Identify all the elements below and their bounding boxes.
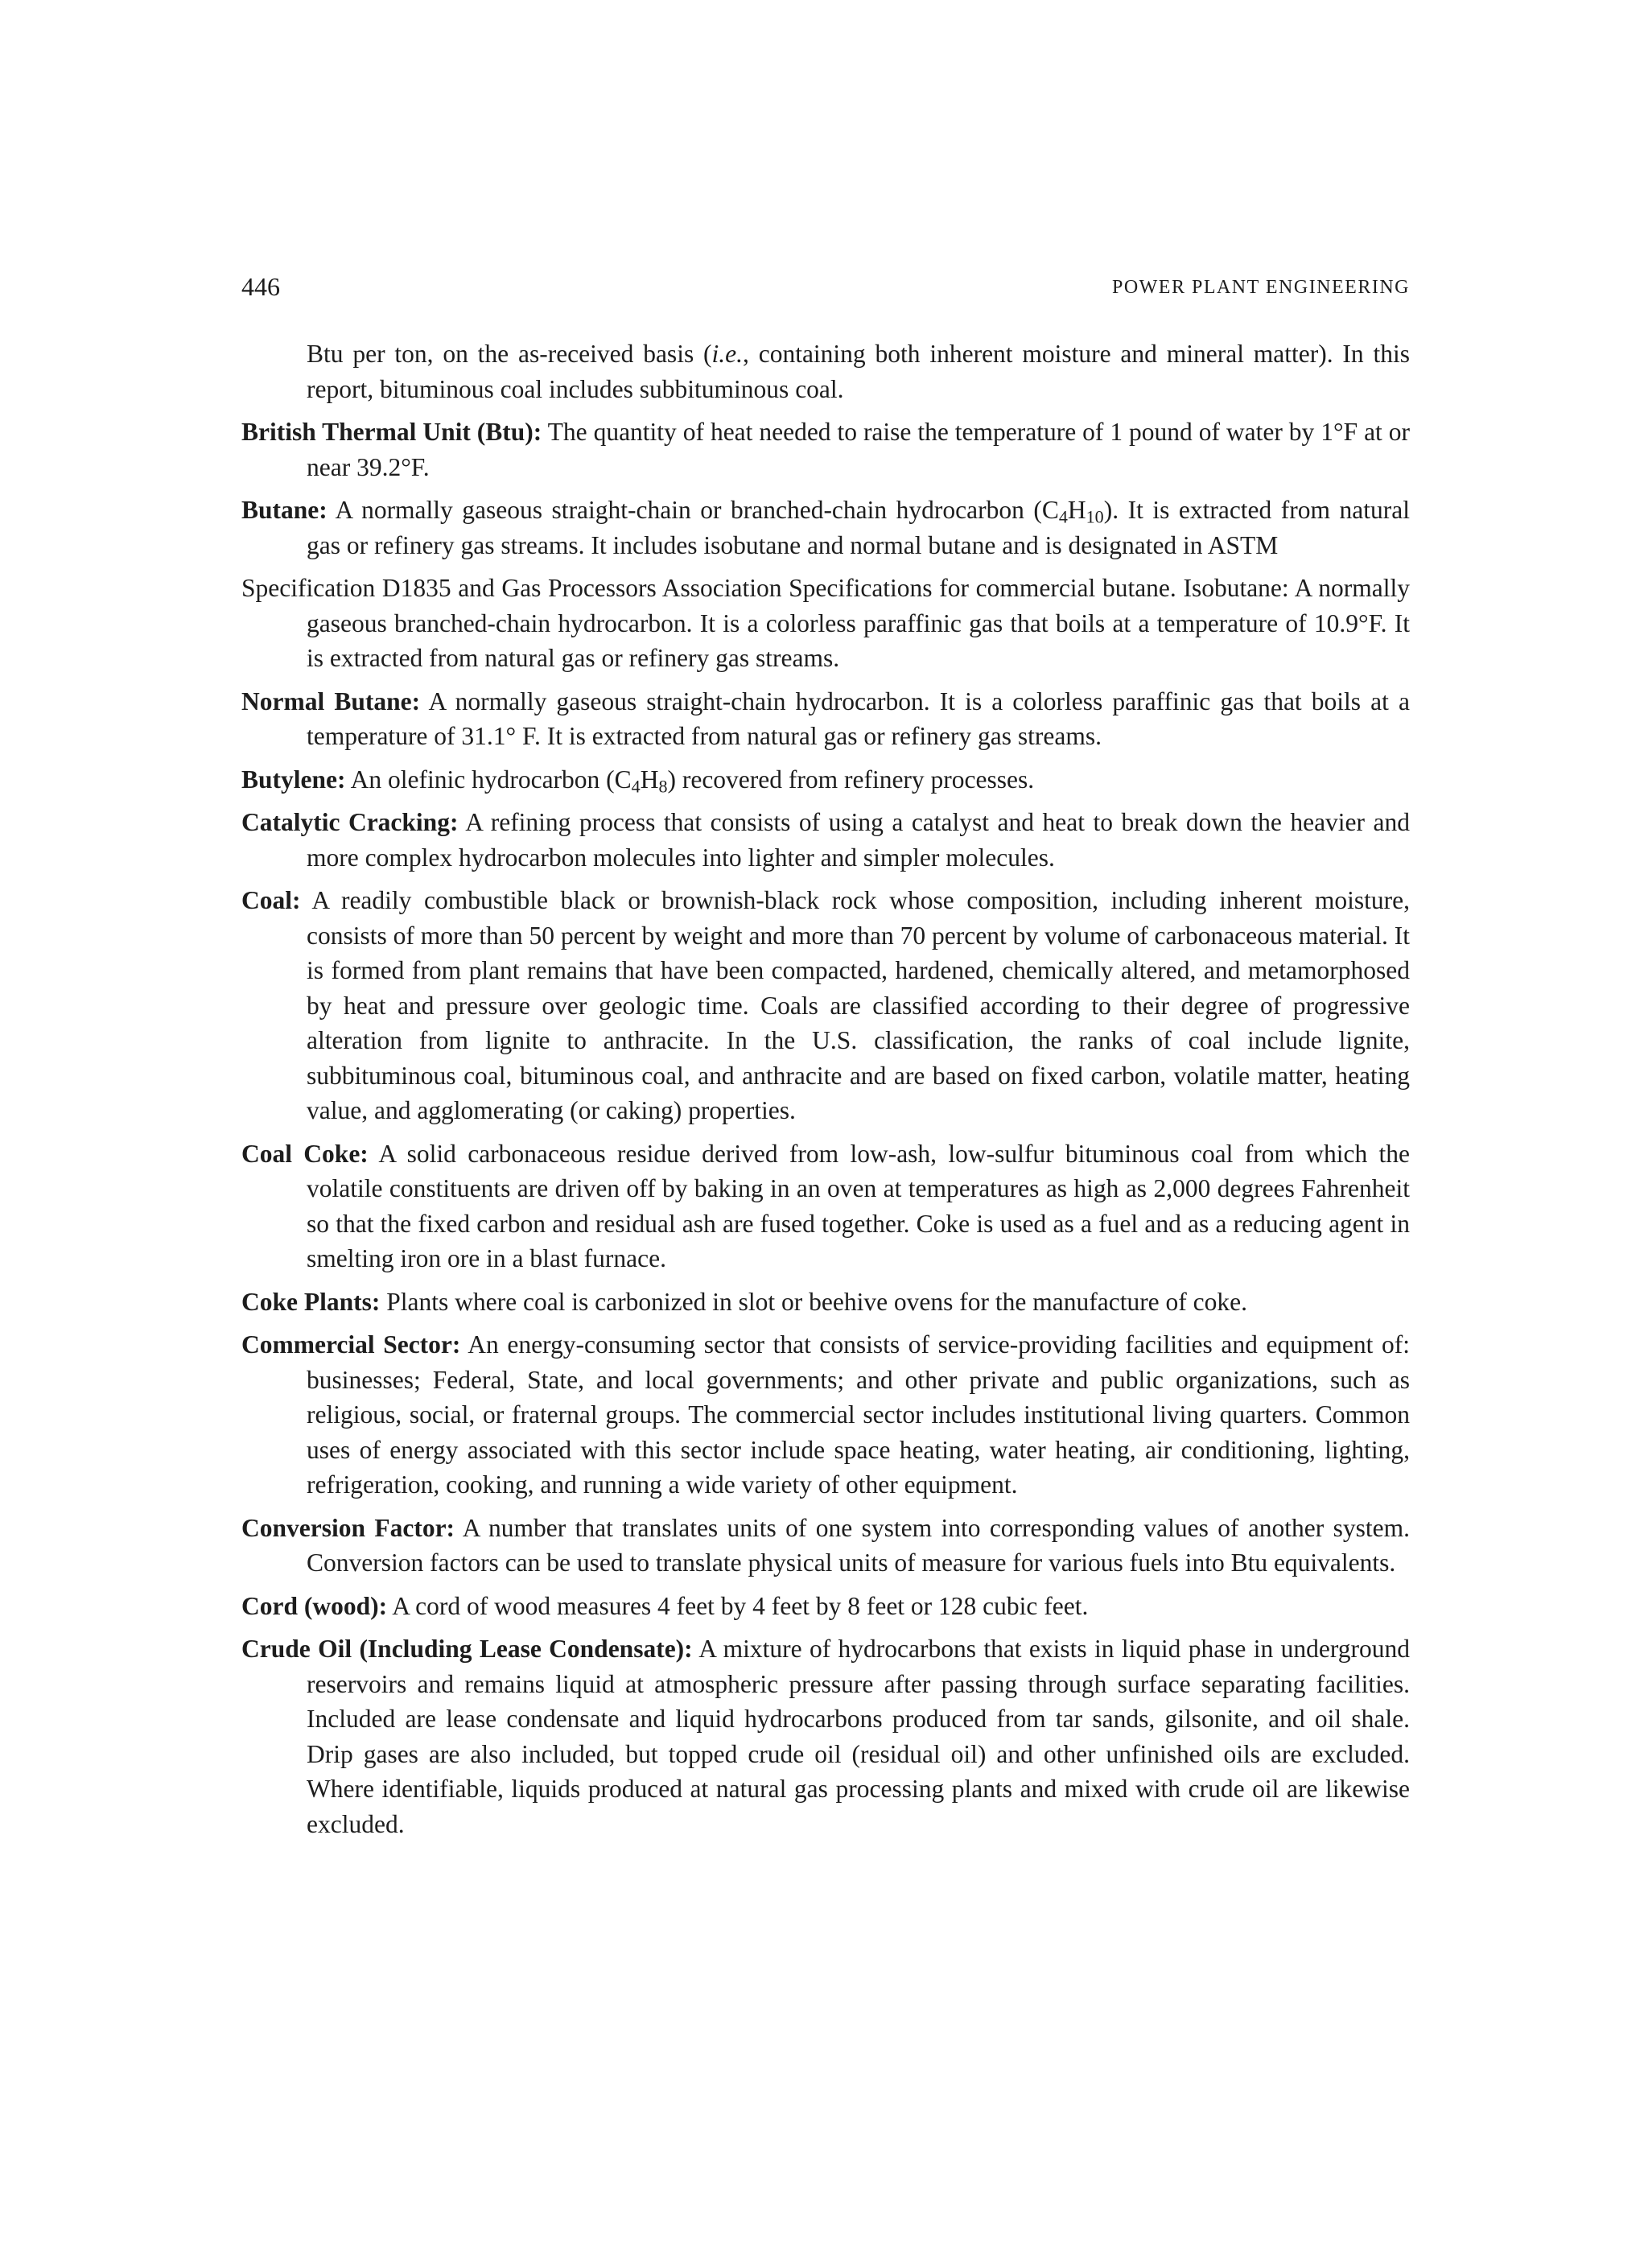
glossary-entry-specification bbox=[241, 571, 1410, 676]
glossary-term: Coal: bbox=[241, 886, 301, 914]
glossary-definition: Specification D1835 and Gas Processors Association Specifications for commercial butane. Isobutane: A normally gaseous branched-chain hydrocarbon. It is a colorless paraffinic gas that boils at a temperature of 10.9°F. It is extracted from natural gas or refinery gas streams. bbox=[241, 574, 1410, 672]
glossary-entry-normal-butane bbox=[241, 684, 1410, 754]
glossary-definition: A cord of wood measures 4 feet by 4 feet by 8 feet or 128 cubic feet. bbox=[392, 1591, 1089, 1620]
glossary-entry-butane: Butane: A normally gaseous straight-chain or branched-chain hydrocarbon $(C_4H_{10})$. It is extracted from natural gas or refinery gas streams. It includes isobutane and normal butane and is designated in ASTM bbox=[241, 496, 1410, 559]
glossary-term: Normal Butane: bbox=[241, 687, 421, 715]
glossary-term: Cord (wood): bbox=[241, 1591, 388, 1620]
glossary-definition: A solid carbonaceous residue derived from low-ash, low-sulfur bituminous coal from which the volatile constituents are driven off by baking in an oven at temperatures as high as 2,000 degrees Fahrenheit so that the fixed carbon and residual ash are fused together. Coke is used as a fuel and as a reducing agent in smelting iron ore in a blast furnace. bbox=[307, 1139, 1410, 1272]
glossary-entry-butylene: Butylene: An olefinic hydrocarbon $(C_4H_8)$ recovered from refinery processes. bbox=[241, 765, 1035, 796]
page-number: 446 bbox=[241, 272, 280, 301]
glossary-entry-coal-coke bbox=[241, 1136, 1410, 1276]
glossary-definition: A refining process that consists of using a catalyst and heat to break down the heavier and more complex hydrocarbon molecules into lighter and simpler molecules. bbox=[307, 808, 1411, 872]
glossary-entry-cord-wood bbox=[241, 1589, 1410, 1624]
glossary-definition: Plants where coal is carbonized in slot or beehive ovens for the manufacture of coke. bbox=[386, 1287, 1247, 1316]
glossary-entry-commercial-sector bbox=[241, 1327, 1410, 1503]
glossary-definition: A readily combustible black or brownish-black rock whose composition, including inherent moisture, consists of more than 50 percent by weight and more than 70 percent by volume of carbonaceous material. It is formed from plant remains that have been compacted, hardened, chemically altered, and metamorphosed by heat and pressure over geologic time. Coals are classified according to their degree of progressive alteration from lignite to anthracite. In the U.S. classification, the ranks of coal include lignite, subbituminous coal, bituminous coal, and anthracite and are based on fixed carbon, volatile matter, heating value, and agglomerating (or caking) properties. bbox=[307, 886, 1411, 1124]
book-title: POWER PLANT ENGINEERING bbox=[1111, 277, 1410, 298]
glossary-entry-coal bbox=[241, 883, 1410, 1128]
glossary-term: Commercial Sector: bbox=[241, 1330, 461, 1359]
glossary-entry-coke-plants bbox=[241, 1285, 1410, 1320]
glossary-definition: An energy-consuming sector that consists of service-providing facilities and equipment of: businesses; Federal, State, and local governments; and other private and public organizations, such as religious, social, or fraternal groups. The commercial sector includes institutional living quarters. Common uses of energy associated with this sector include space heating, water heating, air conditioning, lighting, refrigeration, cooking, and running a wide variety of other equipment. bbox=[307, 1330, 1410, 1499]
glossary-entry-crude-oil bbox=[241, 1631, 1410, 1841]
glossary-definition: A normally gaseous straight-chain hydrocarbon. It is a colorless paraffinic gas that boils at a temperature of 31.1° F. It is extracted from natural gas or refinery gas streams. bbox=[307, 687, 1410, 750]
glossary-term: British Thermal Unit (Btu): bbox=[241, 418, 542, 446]
glossary-definition: A number that translates units of one system into corresponding values of another system. Conversion factors can be used to translate physical units of measure for various fuels into Btu equivalents. bbox=[307, 1513, 1411, 1577]
glossary-term: Crude Oil (Including Lease Condensate): bbox=[241, 1635, 693, 1663]
running-head bbox=[241, 272, 1410, 307]
glossary-entry-continuation: Btu per ton, on the as-received basis (i.e., containing both inherent moisture and mineral matter). In this report, bituminous coal includes subbituminous coal. bbox=[307, 340, 1411, 403]
glossary-term: Butane: bbox=[241, 496, 328, 524]
glossary-definition: A mixture of hydrocarbons that exists in liquid phase in underground reservoirs and remains liquid at atmospheric pressure after passing through surface separating facilities. Included are lease condensate and liquid hydrocarbons produced from tar sands, gilsonite, and oil shale. Drip gases are also included, but topped crude oil (residual oil) and other unfinished oils are excluded. Where identifiable, liquids produced at natural gas processing plants and mixed with crude oil are likewise excluded. bbox=[307, 1635, 1410, 1838]
glossary-definition: The quantity of heat needed to raise the temperature of 1 pound of water by 1°F at or near 39.2°F. bbox=[307, 418, 1410, 481]
glossary bbox=[241, 336, 1410, 1849]
glossary-term: Coke Plants: bbox=[241, 1287, 381, 1316]
glossary-entry-conversion-factor bbox=[241, 1511, 1410, 1581]
glossary-term: Coal Coke: bbox=[241, 1139, 369, 1168]
glossary-entry-btu bbox=[241, 414, 1410, 485]
glossary-term: Catalytic Cracking: bbox=[241, 808, 459, 836]
glossary-term: Conversion Factor: bbox=[241, 1513, 455, 1542]
glossary-entry-catalytic-cracking bbox=[241, 805, 1410, 875]
glossary-term: Butylene: bbox=[241, 765, 346, 794]
